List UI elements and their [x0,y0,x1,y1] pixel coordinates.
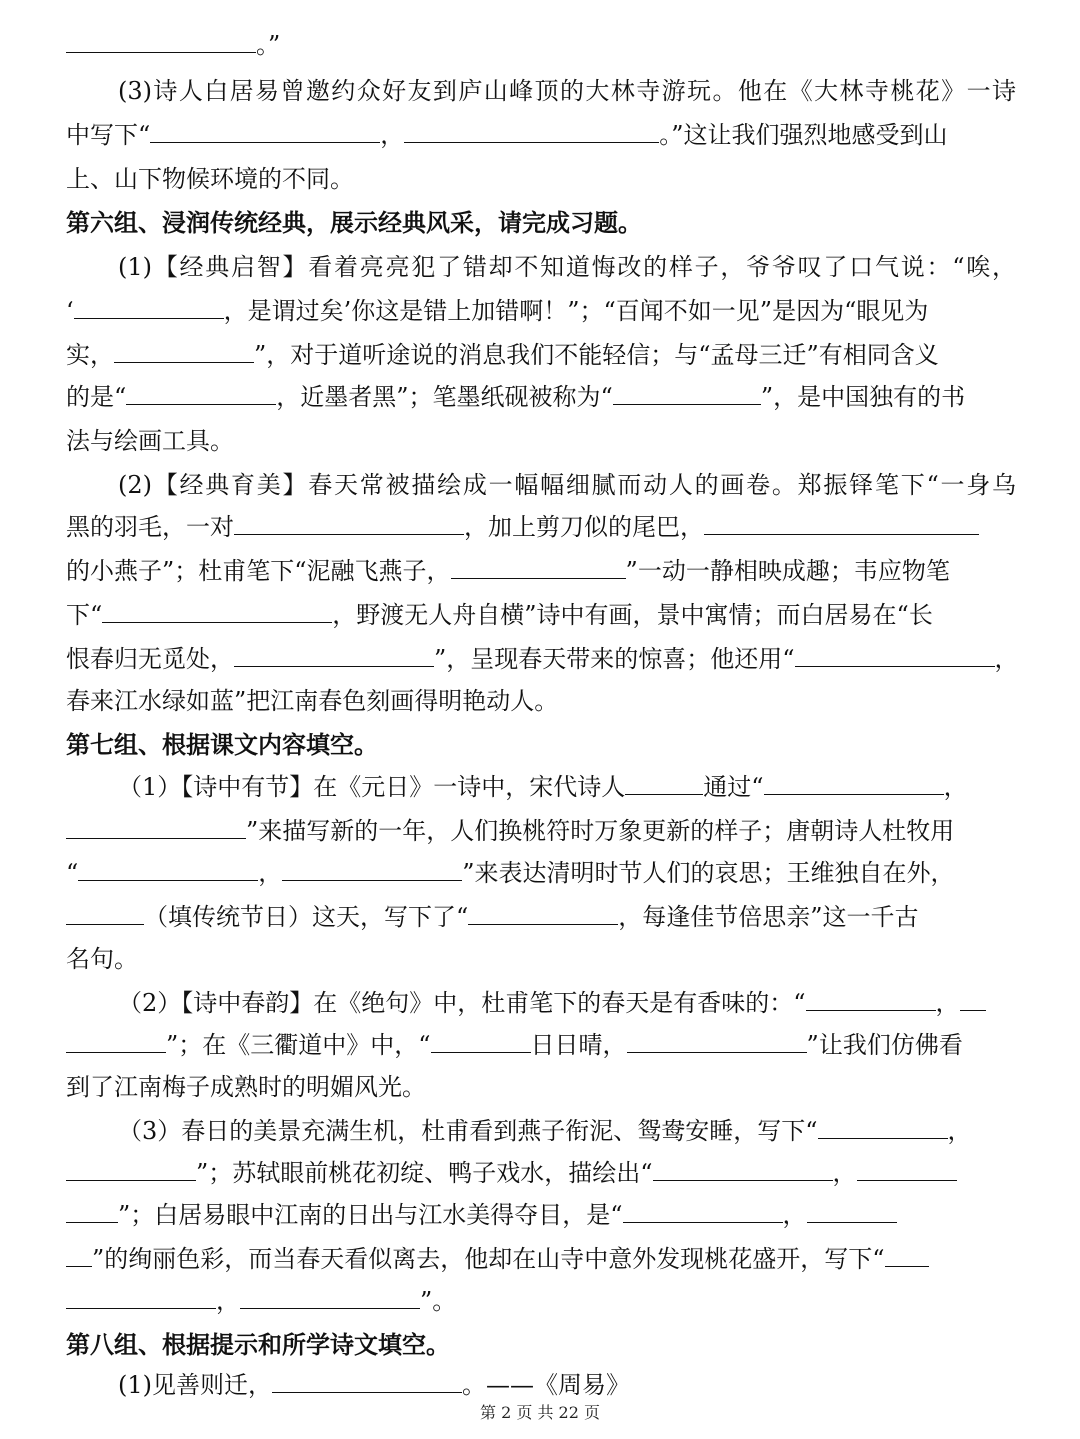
text-line: 黑的羽毛，一对 ，加上剪刀似的尾巴， [66,512,1016,542]
answer-blank[interactable] [468,902,618,925]
text-line: 实， ”，对于道听途说的消息我们不能轻信；与“孟母三迁”有相同含义 [66,341,939,369]
text-line: 名句。 [66,945,138,973]
answer-blank[interactable] [764,772,944,795]
text-line: （3）春日的美景充满生机，杜甫看到燕子衔泥、鸳鸯安睡，写下“ ， [118,1117,972,1145]
answer-blank[interactable] [885,1244,929,1267]
text-line: (3)诗人白居易曾邀约众好友到庐山峰顶的大林寺游玩。他在《大林寺桃花》一诗 [118,77,1016,105]
answer-blank[interactable] [627,1030,807,1053]
text-line: 的小燕子”；杜甫笔下“泥融飞燕子， ”一动一静相映成趣；韦应物笔 [66,557,950,585]
answer-blank[interactable] [960,988,986,1011]
answer-blank[interactable] [102,600,332,623]
answer-blank[interactable] [66,902,144,925]
answer-blank[interactable] [653,1158,833,1181]
text-line: 春来江水绿如蓝”把江南春色刻画得明艳动人。 [66,687,559,715]
answer-blank[interactable] [240,1286,420,1309]
text-line: 的是“ ，近墨者黑”；笔墨纸砚被称为“ ”，是中国独有的书 [66,383,966,411]
text-line: 上、山下物候环境的不同。 [66,165,354,193]
answer-blank[interactable] [613,382,761,405]
text-line: (2)【经典育美】春天常被描绘成一幅幅细腻而动人的画卷。郑振铎笔下“一身乌 [118,471,1016,499]
answer-blank[interactable] [404,120,659,143]
answer-blank[interactable] [66,816,246,839]
answer-blank[interactable] [272,1370,462,1393]
answer-blank[interactable] [625,772,703,795]
text-line: (1)见善则迁， 。——《周易》 [118,1371,630,1399]
text-line: 下“ ，野渡无人舟自横”诗中有画，景中寓情；而白居易在“长 [66,601,933,629]
text-line: “ ， ”来表达清明时节人们的哀思；王维独自在外， [66,859,955,887]
answer-blank[interactable] [806,988,936,1011]
answer-blank[interactable] [623,1200,783,1223]
text-line: （填传统节日）这天，写下了“ ，每逢佳节倍思亲”这一千古 [66,902,1016,932]
answer-blank[interactable] [114,340,254,363]
answer-blank[interactable] [857,1158,957,1181]
text-line: (1)【经典启智】看着亮亮犯了错却不知道悔改的样子，爷爷叹了口气说：“唉， [118,253,1016,281]
answer-blank[interactable] [66,1244,92,1267]
text-line: 法与绘画工具。 [66,427,234,455]
answer-blank[interactable] [66,1200,118,1223]
answer-blank[interactable] [66,1286,216,1309]
page-total: 22 [558,1403,579,1422]
answer-blank[interactable] [818,1116,948,1139]
answer-blank[interactable] [807,1200,897,1223]
text-line: 中写下“ ， 。”这让我们强烈地感受到山 [66,121,948,149]
answer-blank[interactable] [74,296,224,319]
text-line: （1）【诗中有节】在《元日》一诗中，宋代诗人 通过“ ， [118,773,968,801]
answer-blank[interactable] [451,556,626,579]
answer-blank[interactable] [66,1030,166,1053]
answer-blank[interactable] [150,120,380,143]
text-line: ”；苏轼眼前桃花初绽、鸭子戏水，描绘出“ ， [66,1158,1016,1188]
page-footer [0,1403,1080,1423]
text-line: （2）【诗中春韵】在《绝句》中，杜甫笔下的春天是有香味的：“ ， [118,988,1016,1018]
text-line: ”；在《三衢道中》中，“ 日日晴， ”让我们仿佛看 [66,1030,1016,1060]
footer-prefix: 第 [479,1403,496,1422]
answer-blank[interactable] [78,858,258,881]
answer-blank[interactable] [66,1158,196,1181]
section-heading-group6: 第六组、浸润传统经典，展示经典风采，请完成习题。 [66,209,642,237]
text-line: 恨春归无觅处， ”，呈现春天带来的惊喜；他还用“ ， [66,645,1019,673]
text-line: ”来描写新的一年，人们换桃符时万象更新的样子；唐朝诗人杜牧用 [66,816,1016,846]
answer-blank[interactable] [704,512,979,535]
answer-blank[interactable] [66,30,256,53]
text-line: 。” [66,30,1016,60]
answer-blank[interactable] [234,512,464,535]
answer-blank[interactable] [795,644,995,667]
text-line: ”；白居易眼中江南的日出与江水美得夺目，是“ ， [66,1200,1016,1230]
text-line: 到了江南梅子成熟时的明媚风光。 [66,1073,426,1101]
page-number: 2 [501,1403,512,1422]
answer-blank[interactable] [431,1030,531,1053]
text-line: ， ”。 [66,1286,1016,1316]
answer-blank[interactable] [234,644,434,667]
section-heading-group8: 第八组、根据提示和所学诗文填空。 [66,1331,450,1359]
footer-suffix: 页 [584,1403,601,1422]
text-line: ‘ ，是谓过矣’你这是错上加错啊！”；“百闻不如一见”是因为“眼见为 [66,297,929,325]
answer-blank[interactable] [126,382,276,405]
answer-blank[interactable] [282,858,462,881]
footer-middle: 页 共 [516,1403,554,1422]
text-line: ”的绚丽色彩，而当春天看似离去，他却在山寺中意外发现桃花盛开，写下“ [66,1244,1016,1274]
section-heading-group7: 第七组、根据课文内容填空。 [66,731,378,759]
